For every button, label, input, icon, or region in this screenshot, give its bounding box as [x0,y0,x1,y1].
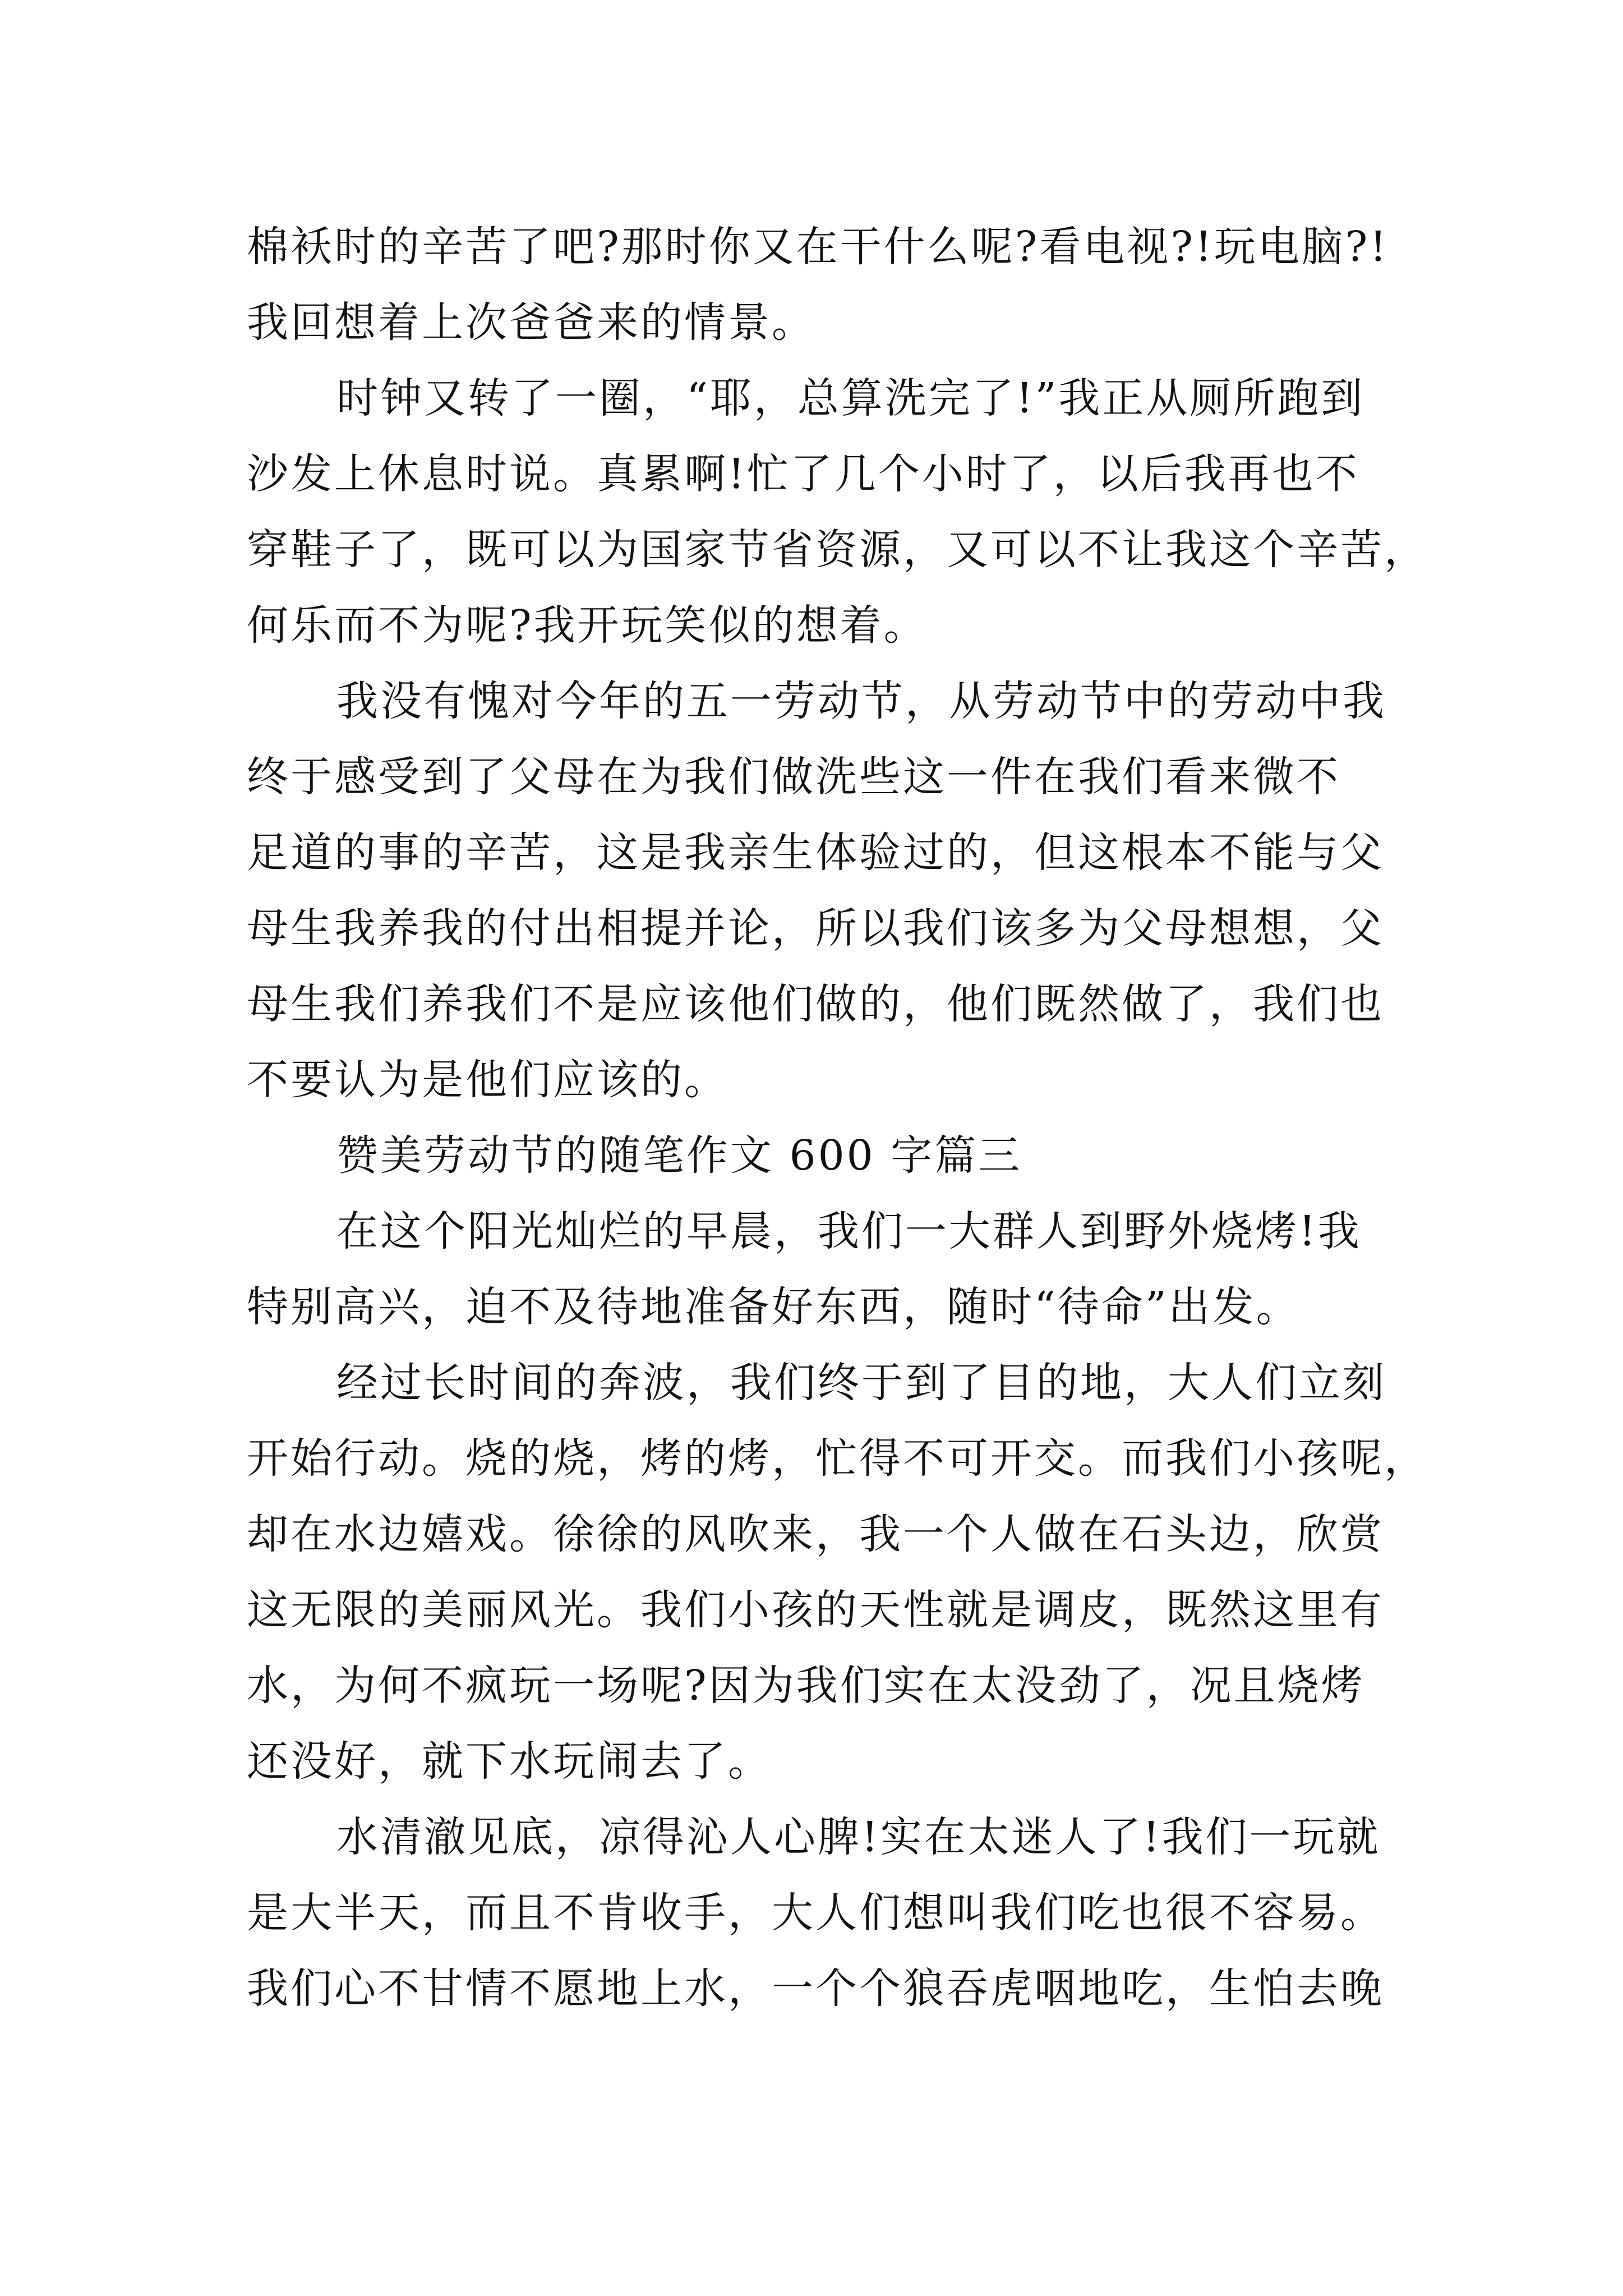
text-line-12: 不要认为是他们应该的。 [247,1056,728,1104]
text-line-1: 棉袄时的辛苦了吧?那时你又在干什么呢?看电视?!玩电脑?! [247,223,1389,271]
text-line-20: 水，为何不疯玩一场呢?因为我们实在太没劲了，况且烧烤 [247,1662,1365,1710]
text-line-11: 母生我们养我们不是应该他们做的，他们既然做了，我们也 [247,980,1384,1028]
text-line-15: 特别高兴，迫不及待地准备好东西，随时“待命”出发。 [247,1283,1300,1331]
text-line-17: 开始行动。烧的烧，烤的烤，忙得不可开交。而我们小孩呢， [247,1434,1428,1483]
text-line-3: 时钟又转了一圈，“耶，总算洗完了!”我正从厕所跑到 [336,374,1365,422]
text-line-19: 这无限的美丽风光。我们小孩的天性就是调皮，既然这里有 [247,1586,1384,1634]
text-line-24: 我们心不甘情不愿地上水，一个个狼吞虎咽地吃，生怕去晚 [247,1964,1384,2013]
text-line-8: 终于感受到了父母在为我们做洗些这一件在我们看来微不 [247,753,1340,801]
text-line-18: 却在水边嬉戏。徐徐的风吹来，我一个人做在石头边，欣赏 [247,1510,1384,1558]
text-line-7: 我没有愧对今年的五一劳动节，从劳动节中的劳动中我 [336,677,1386,725]
section-heading: 赞美劳动节的随笔作文 600 字篇三 [336,1131,1022,1180]
text-line-22: 水清澈见底，凉得沁人心脾!实在太迷人了!我们一玩就 [336,1813,1381,1861]
text-line-6: 何乐而不为呢?我开玩笑似的想着。 [247,601,928,650]
text-line-14: 在这个阳光灿烂的早晨，我们一大群人到野外烧烤!我 [336,1207,1362,1255]
text-line-4: 沙发上休息时说。真累啊!忙了几个小时了，以后我再也不 [247,450,1359,498]
text-line-23: 是大半天，而且不肯收手，大人们想叫我们吃也很不容易。 [247,1889,1384,1937]
text-line-16: 经过长时间的奔波，我们终于到了目的地，大人们立刻 [336,1359,1386,1407]
text-line-21: 还没好，就下水玩闹去了。 [247,1737,772,1786]
text-line-2: 我回想着上次爸爸来的情景。 [247,298,815,347]
text-line-9: 足道的事的辛苦，这是我亲生体验过的，但这根本不能与父 [247,829,1384,877]
text-line-10: 母生我养我的付出相提并论，所以我们该多为父母想想，父 [247,904,1384,953]
text-line-5: 穿鞋子了，既可以为国家节省资源，又可以不让我这个辛苦， [247,526,1428,574]
